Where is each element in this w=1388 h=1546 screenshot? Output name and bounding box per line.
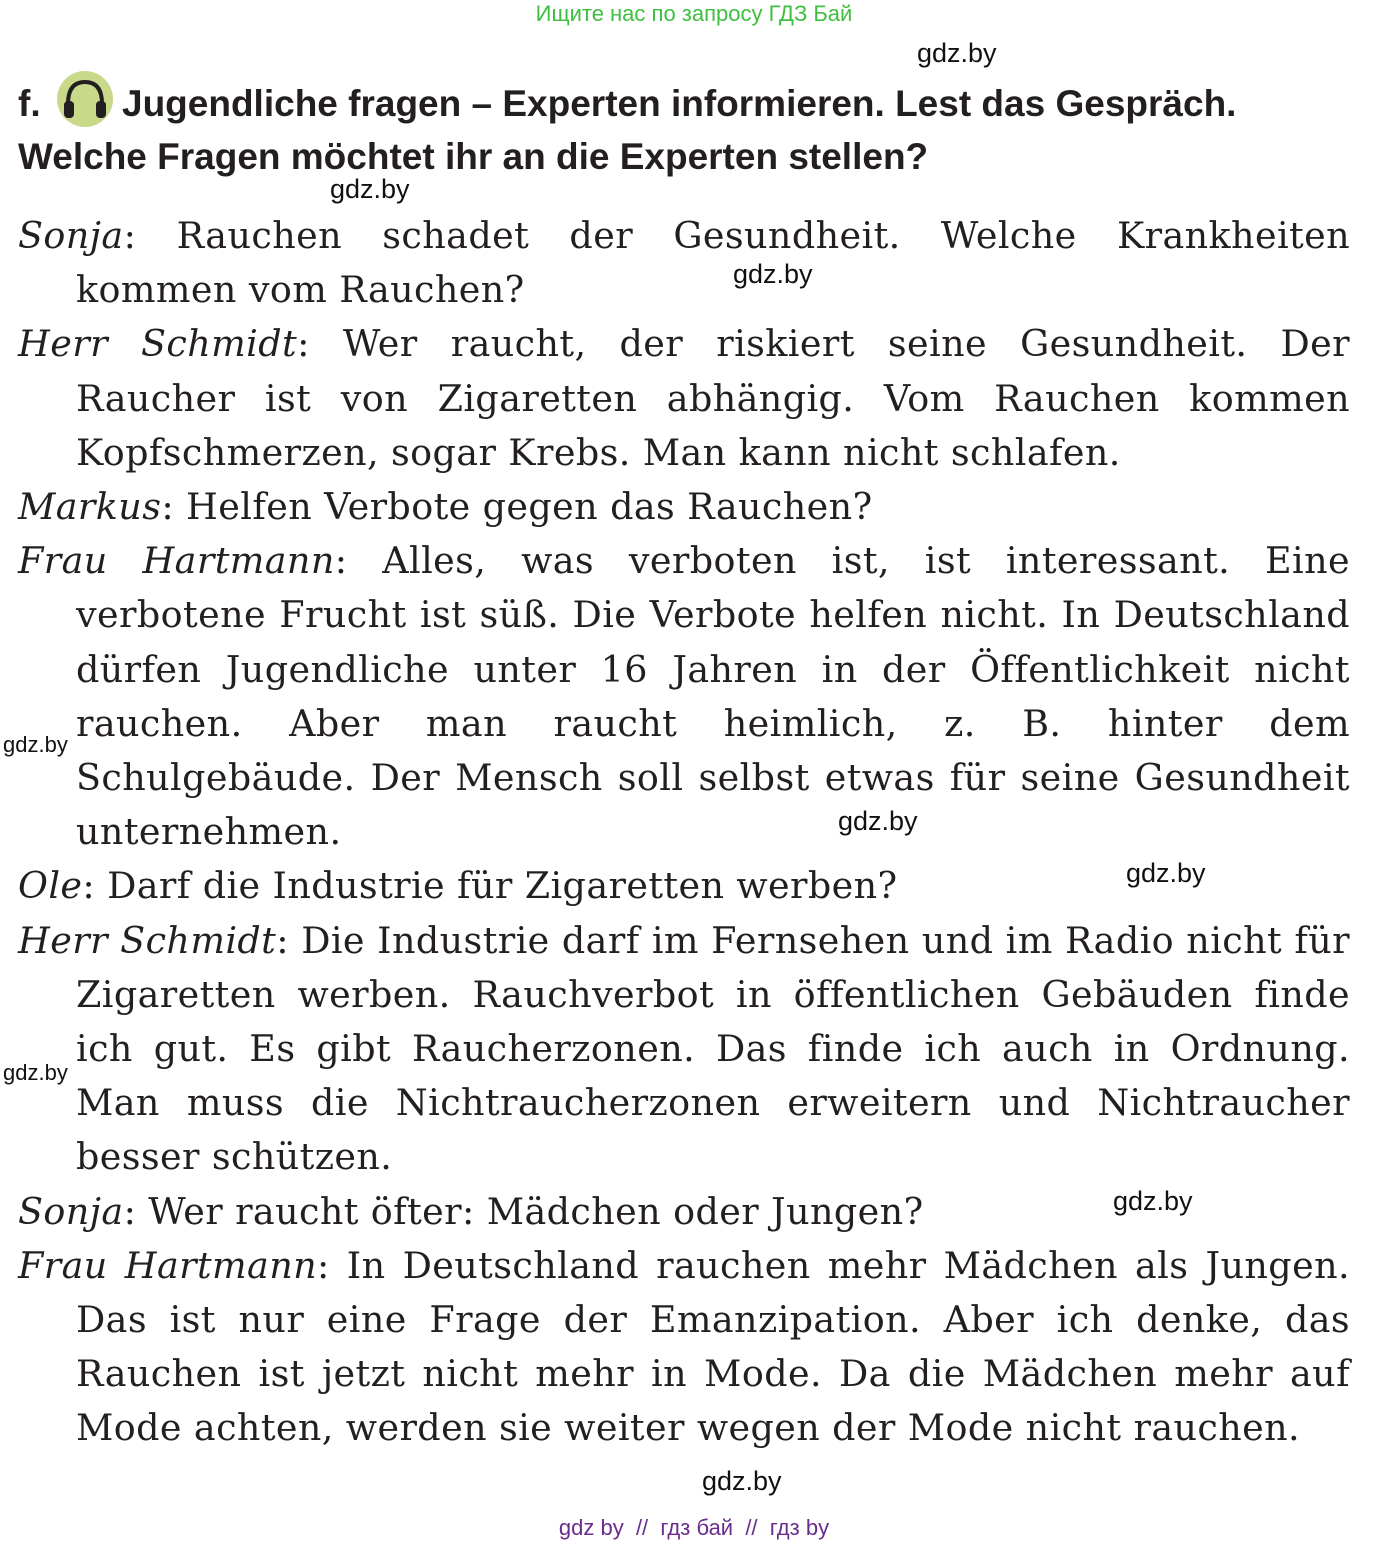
- dialogue-turn: Frau Hartmann: Alles, was verboten ist, ist interessant. Eine verbotene Frucht ist süß. Die Verbote helfen nicht. In Deutschland dürfen Jugendliche unter 16 Jahren in der Öffentlichkeit nicht rauchen. Aber man raucht heimlich, z. B. hinter dem Schulgebäude. Der Mensch soll selbst etwas für seine Gesundheit unternehmen.: [18, 539, 1350, 854]
- dialogue: [18, 209, 1350, 1456]
- heading-title-line-2: Welche Fragen möchtet ihr an die Experten stellen?: [18, 136, 929, 177]
- speaker-name: Markus: [18, 485, 162, 529]
- speech-text: Rauchen schadet der Gesundheit. Welche Krankheiten kommen vom Rauchen?: [76, 214, 1351, 312]
- speaker-name: Sonja: [18, 1189, 124, 1233]
- speaker-name: Sonja: [18, 214, 124, 257]
- dialogue-turn: Ole: Darf die Industrie für Zigaretten werben?: [18, 864, 898, 908]
- watermark: gdz.by: [733, 259, 813, 289]
- dialogue-turn: Sonja: Wer raucht öfter: Mädchen oder Jungen?: [18, 1189, 924, 1233]
- watermark: gdz.by: [1113, 1186, 1193, 1216]
- dialogue-turn: Herr Schmidt: Wer raucht, der riskiert seine Gesundheit. Der Raucher ist von Zigaretten abhängig. Vom Rauchen kommen Kopfschmerzen, sogar Krebs. Man kann nicht schlafen.: [18, 322, 1350, 474]
- speech-text: Die Industrie darf im Fernsehen und im Radio nicht für Zigaretten werben. Rauchverbot in öffentlichen Gebäuden finde ich gut. Es gibt Raucherzonen. Das finde ich auch in Ordnung. Man muss die Nichtraucherzonen erweitern und Nichtraucher besser schützen.: [76, 918, 1350, 1179]
- speech-text: Alles, was verboten ist, ist interessant. Eine verbotene Frucht ist süß. Die Verbote helfen nicht. In Deutschland dürfen Jugendliche unter 16 Jahren in der Öffentlichkeit nicht rauchen. Aber man raucht heimlich, z. B. hinter dem Schulgebäude. Der Mensch soll selbst etwas für seine Gesundheit unternehmen.: [76, 539, 1350, 854]
- watermark: gdz.by: [917, 38, 997, 68]
- watermark: gdz.by: [838, 806, 918, 836]
- heading-title-line-1: Jugendliche fragen – Experten informieren. Lest das Gespräch.: [122, 83, 1237, 124]
- bottom-banner: gdz by // гдз бай // гдз by: [558, 1515, 830, 1540]
- watermark: gdz.by: [3, 732, 68, 757]
- dialogue-turn: Herr Schmidt: Die Industrie darf im Fernsehen und im Radio nicht für Zigaretten werben. Rauchverbot in öffentlichen Gebäuden finde ich gut. Es gibt Raucherzonen. Das finde ich auch in Ordnung. Man muss die Nichtraucherzonen erweitern und Nichtraucher besser schützen.: [18, 918, 1350, 1179]
- speaker-name: Frau Hartmann: [18, 1243, 318, 1287]
- watermark: gdz.by: [1126, 858, 1206, 888]
- speech-text: Wer raucht, der riskiert seine Gesundheit. Der Raucher ist von Zigaretten abhängig. Vom Rauchen kommen Kopfschmerzen, sogar Krebs. Man kann nicht schlafen.: [76, 322, 1350, 474]
- speech-text: In Deutschland rauchen mehr Mädchen als Jungen. Das ist nur eine Frage der Emanzipation. Aber ich denke, das Rauchen ist jetzt nicht mehr in Mode. Da die Mädchen mehr auf Mode achten, werden sie weiter wegen der Mode nicht rauchen.: [76, 1243, 1350, 1450]
- speaker-name: Herr Schmidt: [18, 918, 277, 962]
- watermark: gdz.by: [702, 1466, 782, 1496]
- top-banner: Ищите нас по запросу ГДЗ Бай: [535, 1, 853, 26]
- speech-text: Wer raucht öfter: Mädchen oder Jungen?: [148, 1189, 924, 1233]
- watermark: gdz.by: [3, 1060, 68, 1085]
- speech-text: Darf die Industrie für Zigaretten werben?: [107, 864, 898, 908]
- exercise-letter: f.: [18, 83, 41, 124]
- dialogue-turn: Markus: Helfen Verbote gegen das Rauchen?: [18, 485, 873, 529]
- heading-line-1: [18, 70, 1363, 130]
- dialogue-turn: Frau Hartmann: In Deutschland rauchen mehr Mädchen als Jungen. Das ist nur eine Frage der Emanzipation. Aber ich denke, das Rauchen ist jetzt nicht mehr in Mode. Da die Mädchen mehr auf Mode achten, werden sie weiter wegen der Mode nicht rauchen.: [18, 1243, 1350, 1450]
- speaker-name: Frau Hartmann: [18, 539, 335, 583]
- speaker-name: Ole: [18, 864, 83, 908]
- watermark: gdz.by: [330, 174, 410, 204]
- dialogue-turn: Sonja: Rauchen schadet der Gesundheit. Welche Krankheiten kommen vom Rauchen?: [18, 214, 1351, 312]
- speech-text: Helfen Verbote gegen das Rauchen?: [186, 485, 873, 529]
- speaker-name: Herr Schmidt: [18, 322, 298, 366]
- headphones-icon: [56, 70, 114, 128]
- exercise-heading: [18, 70, 1363, 183]
